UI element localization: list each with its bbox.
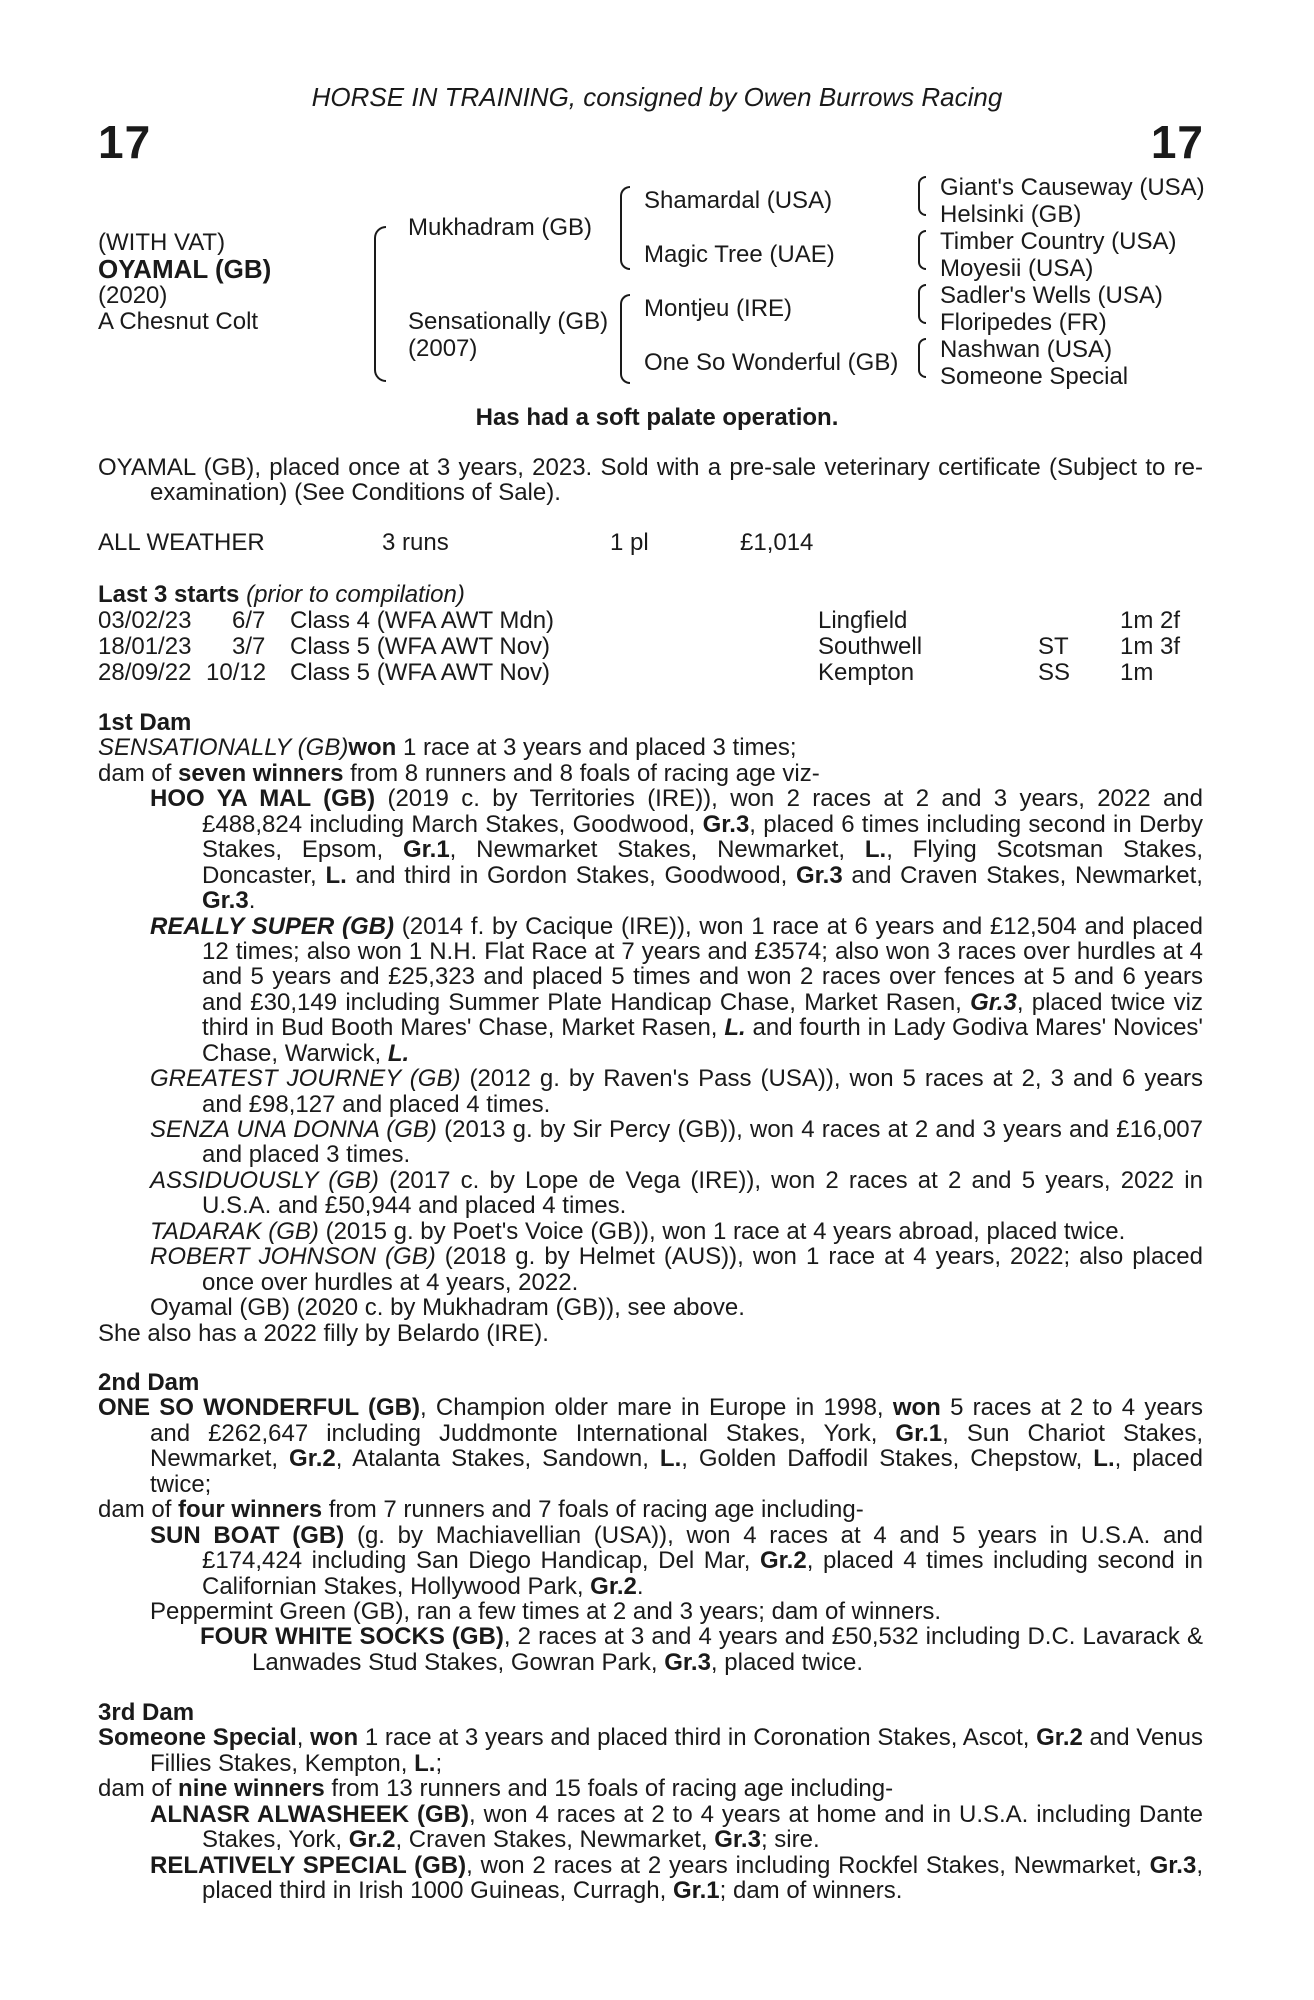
dam-record: 1 race at 3 years and placed 3 times; xyxy=(396,734,797,762)
start-date: 03/02/23 xyxy=(98,607,192,634)
foal-record: , placed twice viz third in Bud Booth Mares' Chase, Market Rasen, xyxy=(202,988,1203,1042)
horse-description: A Chesnut Colt xyxy=(98,308,259,335)
record-surface: ALL WEATHER xyxy=(98,529,265,556)
grade: Gr.3 xyxy=(702,810,750,838)
start-distance: 1m 2f xyxy=(1120,607,1181,634)
start-race: Class 4 (WFA AWT Mdn) xyxy=(290,607,555,634)
dam-record: , xyxy=(296,1724,311,1752)
list-item xyxy=(98,914,1203,1067)
foal-name: ASSIDUOUSLY (GB) xyxy=(150,1166,379,1194)
start-date: 28/09/22 xyxy=(98,659,192,686)
foal-record: and Craven Stakes, Newmarket, xyxy=(842,861,1203,889)
start-position: 6/7 xyxy=(232,607,266,634)
summary-name: OYAMAL (GB) xyxy=(98,454,255,481)
winners-count: nine winners xyxy=(178,1775,325,1803)
pedigree-dam-year: (2007) xyxy=(408,335,478,362)
pedigree-brace-gs4 xyxy=(918,338,926,378)
foal-record: , placed 6 times including second in Derby Stakes, Epsom, xyxy=(202,810,1203,864)
pedigree-sire-sire: Shamardal (USA) xyxy=(644,187,833,214)
pedigree-ggs3: Sadler's Wells (USA) xyxy=(940,282,1163,309)
section-heading: 3rd Dam xyxy=(98,1699,195,1726)
last-starts-heading xyxy=(98,582,465,607)
start-course: Lingfield xyxy=(818,607,908,634)
grade: L. xyxy=(864,836,887,864)
foal-record: (g. by Machiavellian (USA)), won 4 races at 4 and 5 years in U.S.A. and £174,424 including San Diego Handicap, Del Mar, xyxy=(202,1521,1204,1575)
pedigree-brace-sire xyxy=(620,186,630,270)
list-item xyxy=(98,1624,1203,1675)
pedigree-ggs1: Giant's Causeway (USA) xyxy=(940,174,1205,201)
grade: L. xyxy=(724,1014,746,1042)
third-dam-section xyxy=(98,1700,1203,1904)
pedigree-ggs4: Nashwan (USA) xyxy=(940,336,1113,363)
lot-number-left: 17 xyxy=(98,116,152,168)
list-item xyxy=(98,1523,1203,1599)
foals-summary: from 13 runners and 15 foals of racing age including- xyxy=(324,1775,894,1803)
winners-count: four winners xyxy=(178,1496,323,1524)
list-item xyxy=(98,1244,1203,1295)
section-heading: 1st Dam xyxy=(98,709,192,736)
foal-name: SENZA UNA DONNA (GB) xyxy=(150,1116,437,1143)
pedigree-ggd1: Helsinki (GB) xyxy=(940,201,1082,228)
pedigree-ggd3: Floripedes (FR) xyxy=(940,309,1107,336)
foal-record: , won 2 races at 2 years including Rockfel Stakes, Newmarket, xyxy=(466,1851,1150,1879)
foal-name: REALLY SUPER (GB) xyxy=(150,912,394,940)
grade: L. xyxy=(659,1445,682,1473)
grade: L. xyxy=(414,1749,436,1777)
foal-record: , placed twice. xyxy=(710,1648,863,1676)
foal-name: RELATIVELY SPECIAL (GB) xyxy=(150,1851,467,1879)
foal-record: (2019 c. by Territories (IRE)), won 2 races at 2 and 3 years, 2022 and £488,824 including March Stakes, Goodwood, xyxy=(202,785,1203,838)
table-row xyxy=(98,608,1203,634)
dam-record: , Sun Chariot Stakes, Newmarket, xyxy=(150,1419,1204,1473)
start-going: ST xyxy=(1038,633,1069,660)
record-earnings: £1,014 xyxy=(740,529,814,556)
grade: Gr.3 xyxy=(970,988,1017,1016)
foal-record: , Craven Stakes, Newmarket, xyxy=(395,1826,715,1854)
foal-record: and third in Gordon Stakes, Goodwood, xyxy=(346,861,796,889)
horse-summary xyxy=(98,455,1203,506)
start-going: SS xyxy=(1038,659,1071,686)
dam-record: , Golden Daffodil Stakes, Chepstow, xyxy=(681,1445,1094,1473)
grade: Gr.2 xyxy=(760,1547,807,1575)
foal-record: (2014 f. by Cacique (IRE)), won 1 race at 6 years and £12,504 and placed 12 times; also won 1 N.H. Flat Race at 7 years and £3574; also won 3 races over hurdles at 4 and 5 years and £25,323 and placed 5 times and won 2 races over fences at 5 and 6 years and £30,149 including Summer Plate Handicap Chase, Market Rasen, xyxy=(202,912,1203,1016)
foal-name: TADARAK (GB) xyxy=(150,1217,319,1245)
foal-record: Oyamal (GB) (2020 c. by Mukhadram (GB)), see above. xyxy=(150,1294,745,1322)
vat-label: (WITH VAT) xyxy=(98,229,226,256)
list-item xyxy=(98,786,1203,913)
start-course: Kempton xyxy=(818,659,915,686)
dam-of-label: dam of xyxy=(98,1775,179,1803)
record-runs: 3 runs xyxy=(382,529,449,556)
grade: Gr.1 xyxy=(672,1877,720,1905)
foal-name: GREATEST JOURNEY (GB) xyxy=(150,1065,461,1093)
foal-record: . xyxy=(248,887,256,915)
won-label: won xyxy=(348,734,397,762)
start-race: Class 5 (WFA AWT Nov) xyxy=(290,659,551,686)
foal-record: , won 4 races at 2 to 4 years at home and in U.S.A. including Dante Stakes, York, xyxy=(202,1800,1203,1854)
foal-record: (2012 g. by Raven's Pass (USA)), won 5 races at 2, 3 and 6 years and £98,127 and placed 4 times. xyxy=(202,1065,1204,1118)
pedigree-dam-dam: One So Wonderful (GB) xyxy=(644,349,899,376)
table-row xyxy=(98,660,1203,686)
list-item xyxy=(98,1802,1203,1853)
foal-record: (2018 g. by Helmet (AUS)), won 1 race at 4 years, 2022; also placed once over hurdles at 4 years, 2022. xyxy=(202,1243,1203,1296)
foal-record: , 2 races at 3 and 4 years and £50,532 including D.C. Lavarack & Lanwades Stud Stakes, Gowran Park, xyxy=(252,1623,1203,1676)
start-date: 18/01/23 xyxy=(98,633,192,660)
foal-record: (2017 c. by Lope de Vega (IRE)), won 2 races at 2 and 5 years, 2022 in U.S.A. and £50,944 and placed 4 times. xyxy=(202,1166,1203,1220)
grade: Gr.3 xyxy=(714,1826,761,1854)
pedigree-brace-dam xyxy=(620,294,630,384)
dam-name: SENSATIONALLY (GB) xyxy=(98,734,349,762)
also-note: She also has a 2022 filly by Belardo (IRE). xyxy=(98,1319,549,1347)
pedigree-sire-dam: Magic Tree (UAE) xyxy=(644,241,835,268)
foal-record: , Newmarket Stakes, Newmarket, xyxy=(449,836,865,864)
grade: Gr.3 xyxy=(664,1648,711,1676)
dam-record: 1 race at 3 years and placed third in Coronation Stakes, Ascot, xyxy=(358,1724,1037,1752)
pedigree-brace-main xyxy=(374,226,386,382)
foaling-year: (2020) xyxy=(98,282,168,309)
grade: L. xyxy=(1093,1445,1115,1473)
race-record xyxy=(98,530,1203,556)
grade: Gr.1 xyxy=(895,1419,943,1447)
pedigree-ggd4: Someone Special xyxy=(940,363,1129,390)
foals-summary: from 7 runners and 7 foals of racing age including- xyxy=(322,1496,864,1524)
dam-record: , Atalanta Stakes, Sandown, xyxy=(335,1445,660,1473)
veterinary-note: Has had a soft palate operation. xyxy=(475,404,839,431)
dam-record: , Champion older mare in Europe in 1998, xyxy=(419,1394,893,1422)
won-label: won xyxy=(310,1724,359,1752)
grade: L. xyxy=(387,1039,410,1067)
list-item xyxy=(98,1295,1203,1320)
start-race: Class 5 (WFA AWT Nov) xyxy=(290,633,551,660)
foal-name: FOUR WHITE SOCKS (GB) xyxy=(200,1623,504,1651)
dam-of-label: dam of xyxy=(98,1496,179,1524)
foal-record: , placed third in Irish 1000 Guineas, Curragh, xyxy=(202,1851,1203,1905)
last-starts-subtitle: (prior to compilation) xyxy=(246,581,465,608)
start-position: 3/7 xyxy=(232,633,266,660)
foal-record: (2015 g. by Poet's Voice (GB)), won 1 race at 4 years abroad, placed twice. xyxy=(318,1217,1126,1245)
foal-name: ROBERT JOHNSON (GB) xyxy=(150,1243,436,1271)
foal-name: ALNASR ALWASHEEK (GB) xyxy=(150,1800,469,1828)
grade: Gr.3 xyxy=(202,887,249,915)
dam-record: and Venus Fillies Stakes, Kempton, xyxy=(150,1724,1203,1777)
winners-count: seven winners xyxy=(178,759,344,787)
won-label: won xyxy=(892,1394,941,1422)
start-position: 10/12 xyxy=(206,659,267,686)
foal-record: . xyxy=(636,1572,644,1600)
foal-record: (2013 g. by Sir Percy (GB)), won 4 races at 2 and 3 years and £16,007 and placed 3 times. xyxy=(202,1116,1203,1169)
grade: Gr.1 xyxy=(402,836,450,864)
foal-record: , placed 4 times including second in Californian Stakes, Hollywood Park, xyxy=(202,1547,1204,1600)
dam-record: ; xyxy=(435,1749,443,1777)
section-heading: 2nd Dam xyxy=(98,1369,200,1396)
record-placings: 1 pl xyxy=(610,529,649,556)
foal-record: , Flying Scotsman Stakes, Doncaster, xyxy=(202,836,1203,889)
start-distance: 1m 3f xyxy=(1120,633,1181,660)
foal-record: Peppermint Green (GB), ran a few times at 2 and 3 years; dam of winners. xyxy=(150,1597,942,1625)
grade: L. xyxy=(325,861,347,889)
dam-record: 5 races at 2 to 4 years and £262,647 including Juddmonte International Stakes, York, xyxy=(150,1394,1204,1447)
list-item xyxy=(98,1853,1203,1904)
dam-of-label: dam of xyxy=(98,759,179,787)
table-row xyxy=(98,634,1203,660)
foal-record: and fourth in Lady Godiva Mares' Novices' Chase, Warwick, xyxy=(202,1014,1203,1067)
pedigree-ggs2: Timber Country (USA) xyxy=(940,228,1177,255)
start-distance: 1m xyxy=(1120,659,1154,686)
summary-text: , placed once at 3 years, 2023. Sold with a pre-sale veterinary certificate (Subject to re-examination) (See Conditions of Sale). xyxy=(150,454,1204,507)
pedigree-sire: Mukhadram (GB) xyxy=(408,214,593,241)
pedigree-brace-gs1 xyxy=(918,176,926,216)
foal-record: ; sire. xyxy=(760,1826,820,1854)
foal-record: ; dam of winners. xyxy=(719,1877,903,1905)
pedigree-dam-sire: Montjeu (IRE) xyxy=(644,295,793,322)
pedigree-ggd2: Moyesii (USA) xyxy=(940,255,1094,282)
grade: Gr.2 xyxy=(348,1826,396,1854)
pedigree-brace-gs2 xyxy=(918,230,926,270)
grade: Gr.2 xyxy=(590,1572,637,1600)
foal-name: SUN BOAT (GB) xyxy=(150,1521,345,1549)
last-starts-title: Last 3 starts xyxy=(98,581,240,608)
first-dam-section xyxy=(98,710,1203,1346)
lot-number-right: 17 xyxy=(1150,116,1204,168)
second-dam-section xyxy=(98,1370,1203,1675)
foal-name: HOO YA MAL (GB) xyxy=(150,785,376,813)
list-item xyxy=(98,1599,1203,1624)
pedigree-brace-gs3 xyxy=(918,284,926,324)
grade: Gr.2 xyxy=(1036,1724,1083,1752)
grade: Gr.2 xyxy=(289,1445,336,1473)
foals-summary: from 8 runners and 8 foals of racing age viz- xyxy=(343,759,820,787)
catalogue-header: HORSE IN TRAINING, consigned by Owen Burrows Racing xyxy=(311,82,1003,112)
list-item xyxy=(98,1117,1203,1168)
dam-name: ONE SO WONDERFUL (GB) xyxy=(98,1394,420,1422)
dam-record: , placed twice; xyxy=(150,1445,1204,1498)
list-item xyxy=(98,1219,1203,1244)
pedigree-dam: Sensationally (GB) xyxy=(408,308,609,335)
horse-name: OYAMAL (GB) xyxy=(98,254,272,284)
list-item xyxy=(98,1066,1203,1117)
list-item xyxy=(98,1168,1203,1219)
start-course: Southwell xyxy=(818,633,923,660)
grade: Gr.3 xyxy=(1149,1851,1197,1879)
grade: Gr.3 xyxy=(795,861,843,889)
dam-name: Someone Special xyxy=(98,1724,297,1752)
